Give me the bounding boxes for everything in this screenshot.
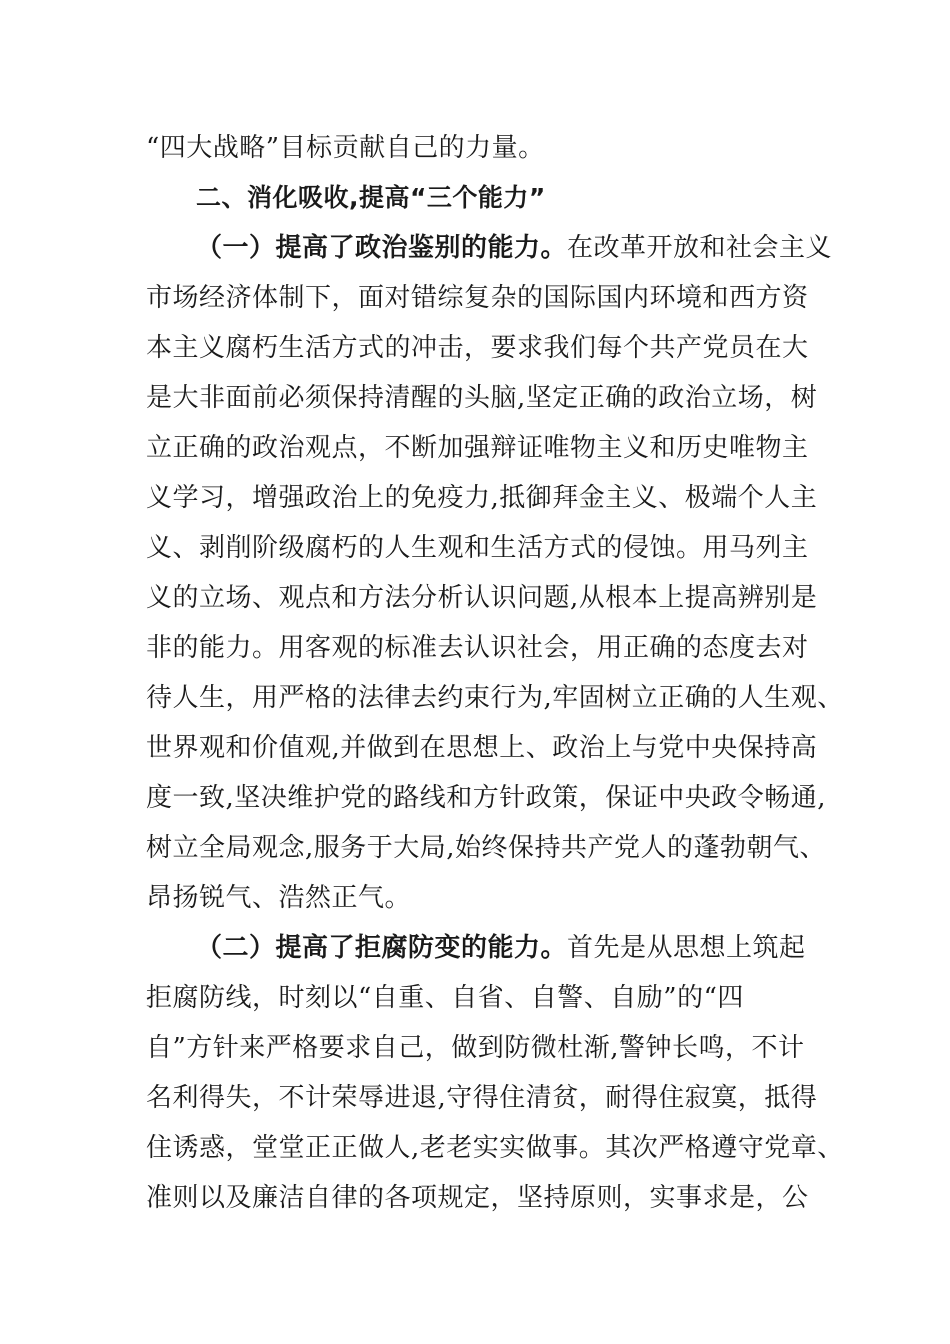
text-line: 义、剥削阶级腐朽的人生观和生活方式的侵蚀。用马列主 [146,533,809,563]
text-line: 世界观和价值观,并做到在思想上、政治上与党中央保持高 [146,733,818,763]
paragraph-title: （一）提高了政治鉴别的能力。 [196,233,568,263]
text-line: 名利得失，不计荣辱进退,守得住清贫，耐得住寂寞，抵得 [146,1083,818,1113]
text-line: 非的能力。用客观的标准去认识社会，用正确的态度去对 [146,633,809,663]
paragraph-text: 在改革开放和社会主义 [567,233,833,263]
paragraph-title: （二）提高了拒腐防变的能力。 [196,933,568,963]
text-line: 义的立场、观点和方法分析认识问题,从根本上提高辨别是 [146,583,818,613]
text-line: 本主义腐朽生活方式的冲击，要求我们每个共产党员在大 [146,333,809,363]
text-line: 待人生，用严格的法律去约束行为,牢固树立正确的人生观、 [146,683,844,713]
text-line: 市场经济体制下，面对错综复杂的国际国内环境和西方资 [146,283,809,313]
text-line: 昂扬锐气、浩然正气。 [146,883,412,913]
text-line: 住诱惑，堂堂正正做人,老老实实做事。其次严格遵守党章、 [146,1133,844,1163]
text-line: 拒腐防线，时刻以“自重、自省、自警、自励”的“四 [146,983,744,1013]
paragraph-first-line [196,233,832,263]
paragraph-first-line [196,933,806,963]
text-line: 自”方针来严格要求自己，做到防微杜渐,警钟长鸣，不计 [146,1033,805,1063]
text-line: 立正确的政治观点，不断加强辩证唯物主义和历史唯物主 [146,433,809,463]
text-line: 准则以及廉洁自律的各项规定，坚持原则，实事求是，公 [146,1183,809,1213]
text-line: 度一致,坚决维护党的路线和方针政策，保证中央政令畅通, [146,783,827,813]
text-line: 树立全局观念,服务于大局,始终保持共产党人的蓬勃朝气、 [146,833,827,863]
text-line: “四大战略”目标贡献自己的力量。 [146,133,545,163]
text-line: 是大非面前必须保持清醒的头脑,坚定正确的政治立场，树 [146,383,818,413]
section-heading: 二、消化吸收,提高“三个能力” [196,183,546,212]
paragraph-text: 首先是从思想上筑起 [567,933,806,963]
text-line: 义学习，增强政治上的免疫力,抵御拜金主义、极端个人主 [146,483,818,513]
